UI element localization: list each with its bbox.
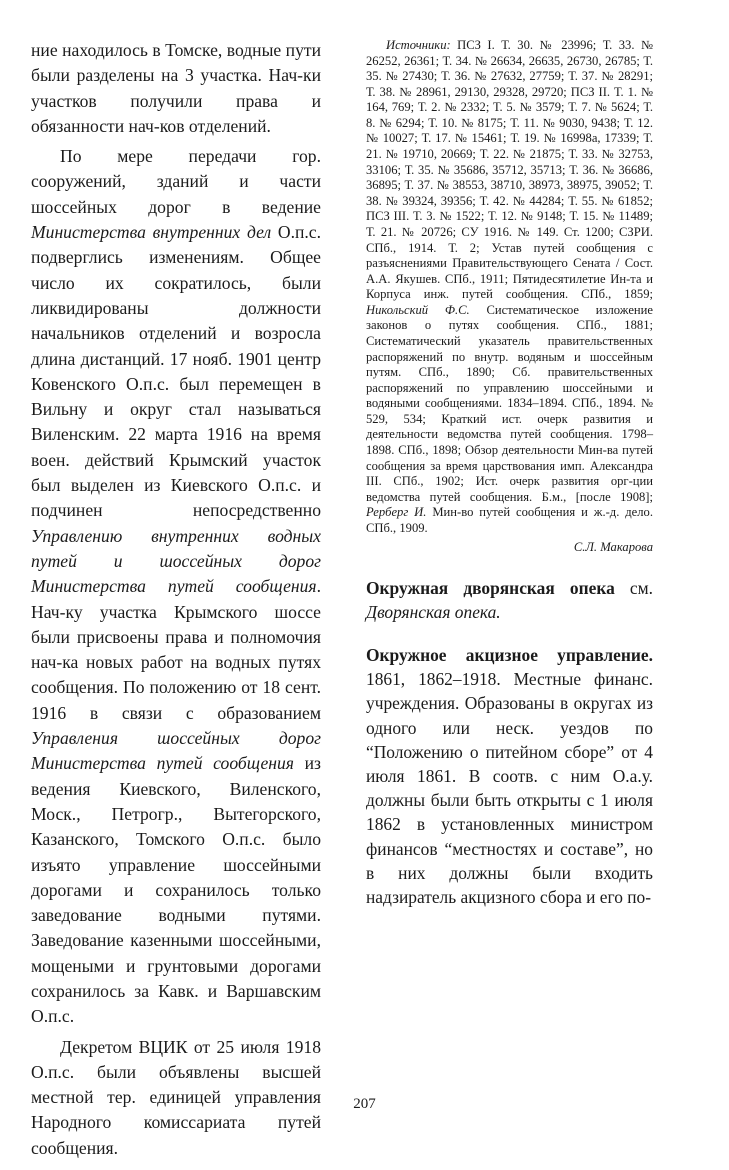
left-column <box>31 38 321 1161</box>
see-label: см. <box>614 577 654 598</box>
source-author: Рерберг И. <box>366 505 427 520</box>
text-span: По мере передачи гор. сооружений, зданий и части шоссейных дорог в ведение <box>31 146 321 217</box>
entry-akciznoe-upravlenie <box>366 643 653 909</box>
right-column <box>366 38 653 909</box>
entry-headword: Окружное акцизное управление. <box>366 644 653 665</box>
paragraph-continuation: ние находилось в Томске, водные пути были разделены на 3 участка. Нач-ки участков получили права и обязанности нач-ков отделений. <box>31 40 321 136</box>
sources-block <box>366 38 653 537</box>
entry-headword: Окружная дворянская опека <box>366 577 615 598</box>
source-author: Никольский Ф.С. <box>366 302 470 317</box>
sources-text: Систематическое изложение законов о путях сообщения. СПб., 1881; Систематический указатель правительственных распоряжений по внутр. водяным и шоссейным путям. СПб., 1890; Сб. правительственных распоряжений по управлению шоссейными и водяными сообщениями. 1834–1894. СПб., 1894. № 529, 534; Краткий ист. очерк развития и деятельности ведомства путей сообщения. 1798–1898. СПб., 1898; Обзор деятельности Мин-ва путей сообщения за время царствования имп. Александра III. СПб., 1902; Ист. очерк развития орг-ции ведомства путей сообщения. Б.м., [после 1908]; <box>366 302 653 504</box>
article-author: С.Л. Макарова <box>573 539 653 554</box>
sources-label: Источники: <box>386 38 451 52</box>
text-span: . Нач-ку участка Крымского шоссе были присвоены права и полномочия нач-ка новых работ на водных путях сообщения. По положению от 18 сент. 1916 в связи с образованием <box>31 576 321 723</box>
italic-reference: Управления шоссейных дорог Министерства путей сообщения <box>31 728 321 774</box>
paragraph-district-changes <box>31 144 321 1029</box>
page-number: 207 <box>353 1096 376 1112</box>
entry-text: 1861, 1862–1918. Местные финанс. учреждения. Образованы в округах из одного или неск. уездов по “Положению о питейном сборе” от 4 июля 1861. В соотв. с ним О.а.у. должны были быть открыты с 1 июля 1862 в установленных министром финансов “местностях и составе”, но в них должны были входить надзиратель акцизного сбора и его по- <box>366 669 653 907</box>
text-span: из ведения Киевского, Виленского, Моск., Петрогр., Вытегорского, Казанского, Томского О.п.с. было изъято управление шоссейными дорогами и сохранилось только заведование водными путями. Заведование казенными шоссейными, мощеными и грунтовыми дорогами сохранилось за Кавк. и Варшавским О.п.с. <box>31 753 322 1027</box>
sources-text: ПСЗ I. Т. 30. № 23996; Т. 33. № 26252, 26361; Т. 34. № 26634, 26635, 26730, 26785; Т. 35. № 27430; Т. 36. № 27632, 27759; Т. 37. № 28291; Т. 38. № 28961, 29130, 29328, 29720; ПСЗ II. Т. 1. № 164, 769; Т. 2. № 2332; Т. 5. № 3579; Т. 7. № 5624; Т. 8. № 6294; Т. 10. № 8175; Т. 11. № 9030, 9438; Т. 12. № 10027; Т. 17. № 15461; Т. 19. № 16998а, 17339; Т. 21. № 19710, 20669; Т. 22. № 21875; Т. 33. № 32753, 33106; Т. 35. № 35686, 35712, 35713; Т. 36. № 36686, 36895; Т. 37. № 38553, 38710, 38973, 38975, 39052; Т. 38. № 39324, 39356; Т. 42. № 44284; Т. 55. № 61852; ПСЗ III. Т. 3. № 1522; Т. 12. № 9148; Т. 15. № 11489; Т. 21. № 20726; СУ 1916. № 149. Ст. 1200; СЗРИ. СПб., 1914. Т. 2; Устав путей сообщения с разъяснениями Правительствующего Сената / Сост. А.А. Якушев. СПб., 1911; Пятидесятилетие Ин-та и Корпуса инж. путей сообщения. СПб., 1859; <box>366 38 653 302</box>
text-span: О.п.с. подверглись изменениям. Общее число их сократилось, были ликвидированы должности начальников отделений и возросла длина дистанций. 17 нояб. 1901 центр Ковенского О.п.с. был перемещен в Вильну и округ стал называться Виленским. 22 марта 1916 на время воен. действий Крымский участок был выделен из Киевского О.п.с. и подчинен непосредственно <box>31 222 321 521</box>
italic-reference: Министерства внутренних дел <box>31 222 272 243</box>
paragraph-decree: Декретом ВЦИК от 25 июля 1918 О.п.с. были объявлены высшей местной тер. единицей управления Народного комиссариата путей сообщения. <box>31 1036 321 1158</box>
italic-reference: Управлению внутренних водных путей и шоссейных дорог Министерства путей сообщения <box>31 525 321 597</box>
sources-text: Мин-во путей сообщения и ж.-д. дело. СПб., 1909. <box>366 505 653 535</box>
entry-okruzhnaya-opeka <box>366 576 653 624</box>
cross-reference: Дворянская опека. <box>366 601 501 622</box>
